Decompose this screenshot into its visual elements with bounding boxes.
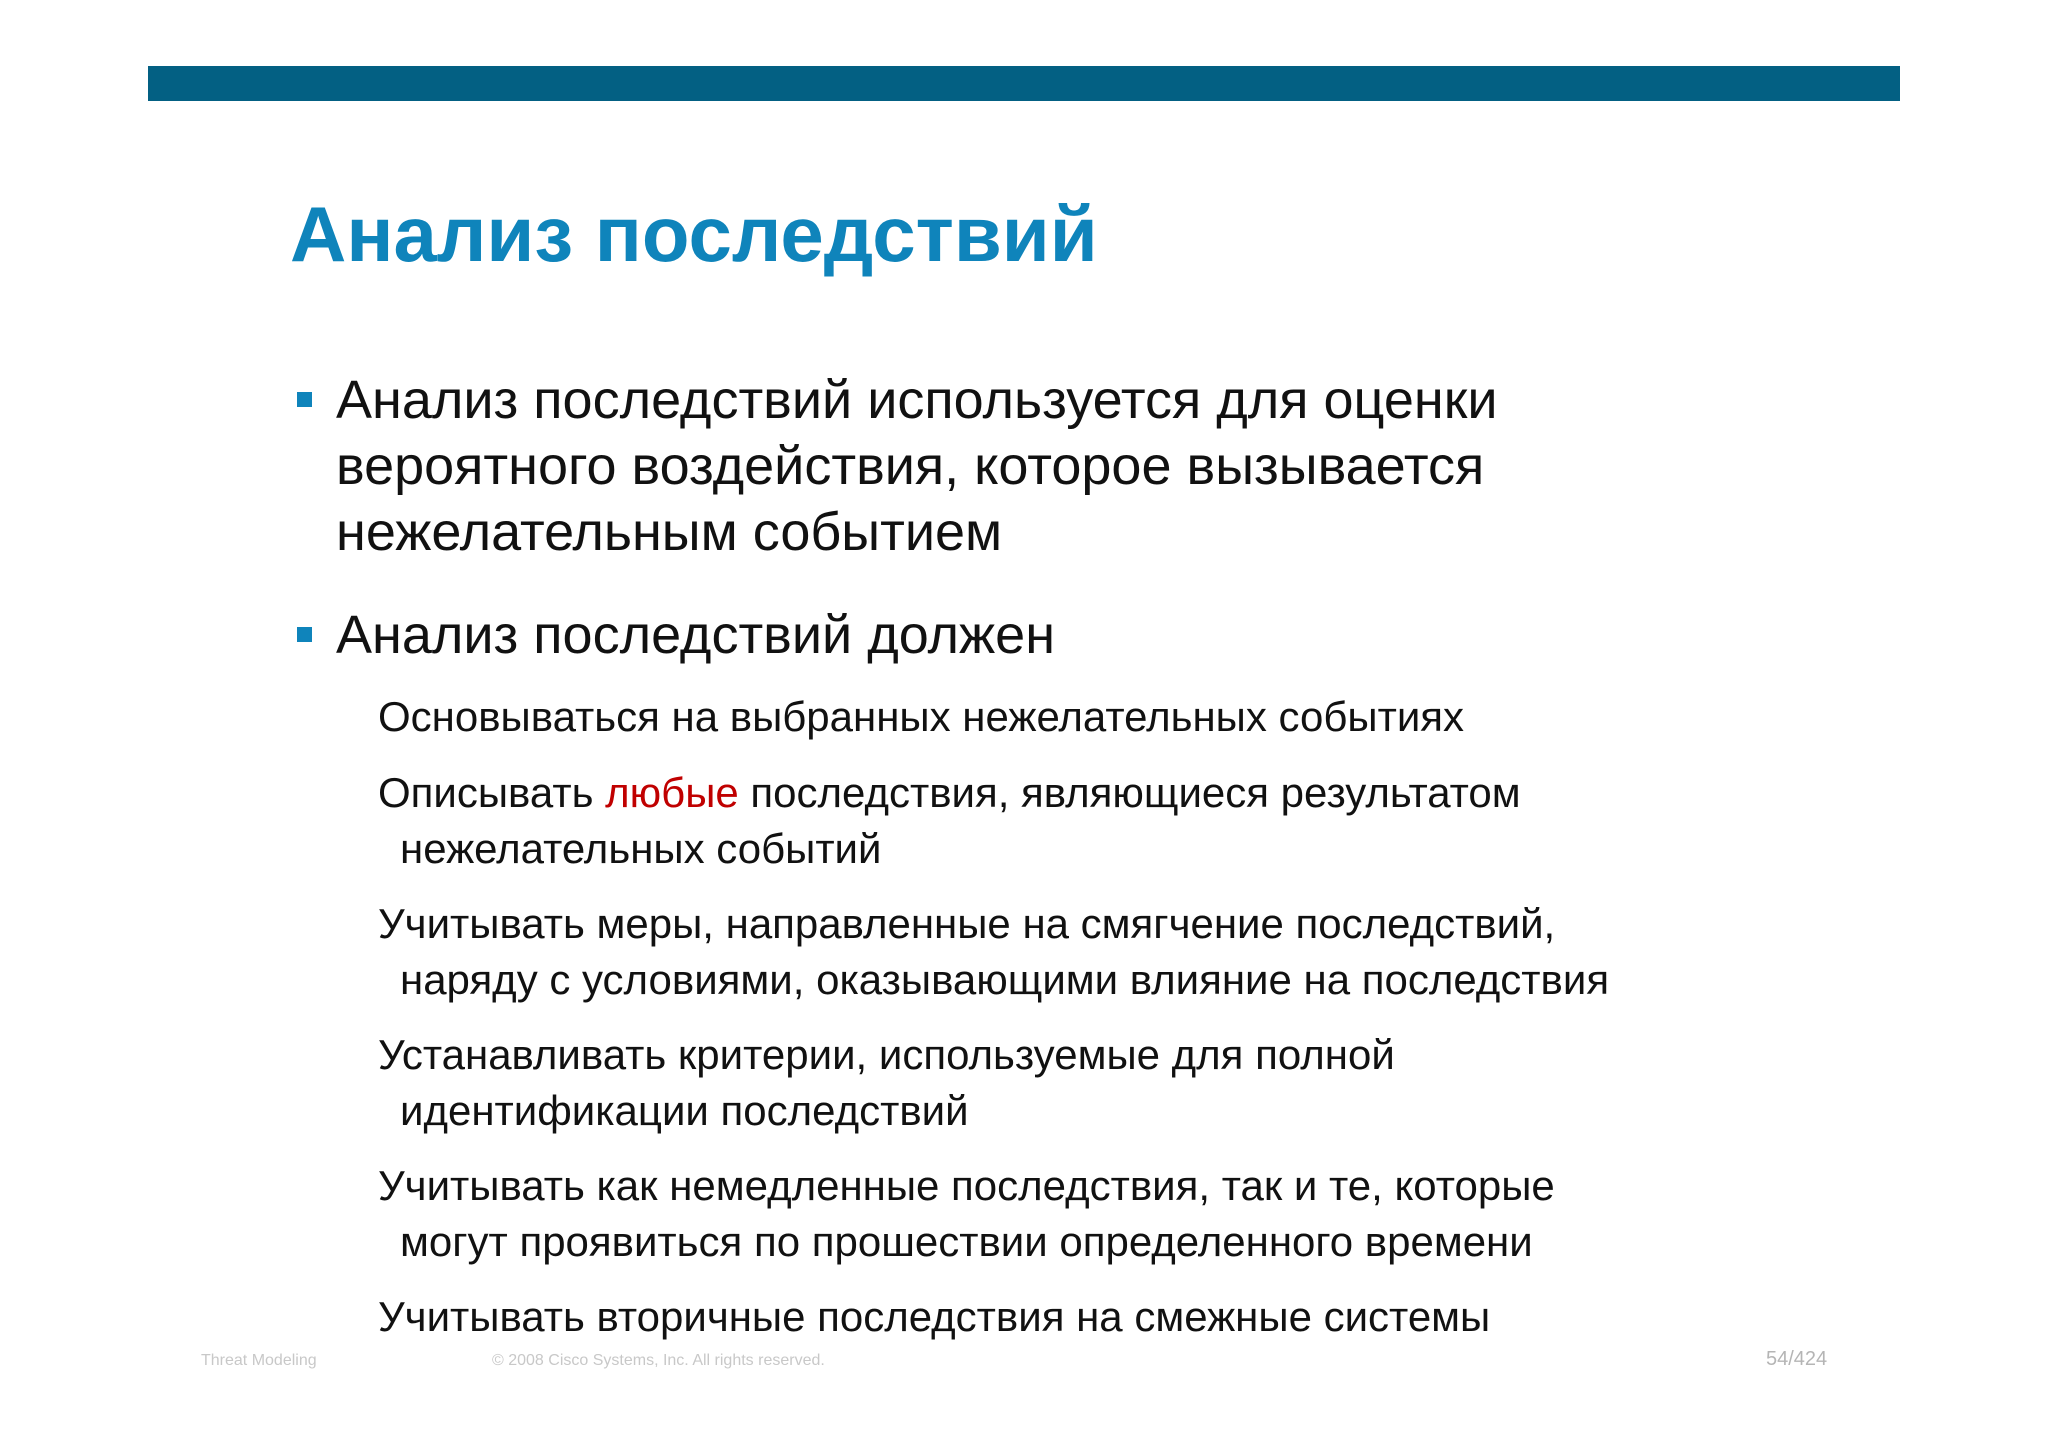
- subitem-2-text-after: последствия, являющиеся результатом: [738, 769, 1521, 816]
- footer-copyright: © 2008 Cisco Systems, Inc. All rights reserved.: [492, 1352, 825, 1369]
- top-accent-bar: [148, 66, 1900, 101]
- subitem-1: [378, 689, 1464, 745]
- bullet-1-line-3: нежелательным событием: [336, 502, 1003, 562]
- bullet-2-text: Анализ последствий должен: [336, 605, 1056, 665]
- slide-title: Анализ последствий: [290, 190, 1098, 278]
- bullet-1-line-1: Анализ последствий используется для оценки: [336, 370, 1498, 430]
- page-number: 54/424: [1766, 1348, 1828, 1370]
- subitem-4: [378, 1027, 1395, 1139]
- subitem-1-line-1: Основываться на выбранных нежелательных событиях: [378, 693, 1465, 740]
- subitem-5: [378, 1158, 1555, 1270]
- subitem-3-line-2: наряду с условиями, оказывающими влияние на последствия: [400, 956, 1610, 1003]
- subitem-4-line-1: Устанавливать критерии, используемые для полной: [378, 1031, 1395, 1078]
- subitem-2-line-1: [378, 765, 1521, 821]
- subitem-4-line-2: идентификации последствий: [400, 1087, 969, 1134]
- subitem-3-line-1: Учитывать меры, направленные на смягчение последствий,: [378, 900, 1556, 947]
- subitem-6: [378, 1289, 1490, 1345]
- bullet-marker-2: [297, 627, 312, 642]
- subitem-5-line-1: Учитывать как немедленные последствия, так и те, которые: [378, 1162, 1555, 1209]
- subitem-2-highlight: любые: [605, 769, 739, 816]
- subitem-5-line-2: могут проявиться по прошествии определенного времени: [400, 1218, 1533, 1265]
- subitem-2-text-before: Описывать: [378, 769, 606, 816]
- bullet-1-text: [336, 367, 1498, 565]
- subitem-3: [378, 896, 1609, 1008]
- footer-title: Threat Modeling: [201, 1352, 317, 1369]
- subitem-2: [378, 765, 1521, 877]
- subitem-6-line-1: Учитывать вторичные последствия на смежные системы: [378, 1293, 1491, 1340]
- subitem-2-line-2: нежелательных событий: [400, 825, 882, 872]
- bullet-1-line-2: вероятного воздействия, которое вызывается: [336, 436, 1485, 496]
- bullet-marker-1: [297, 392, 312, 407]
